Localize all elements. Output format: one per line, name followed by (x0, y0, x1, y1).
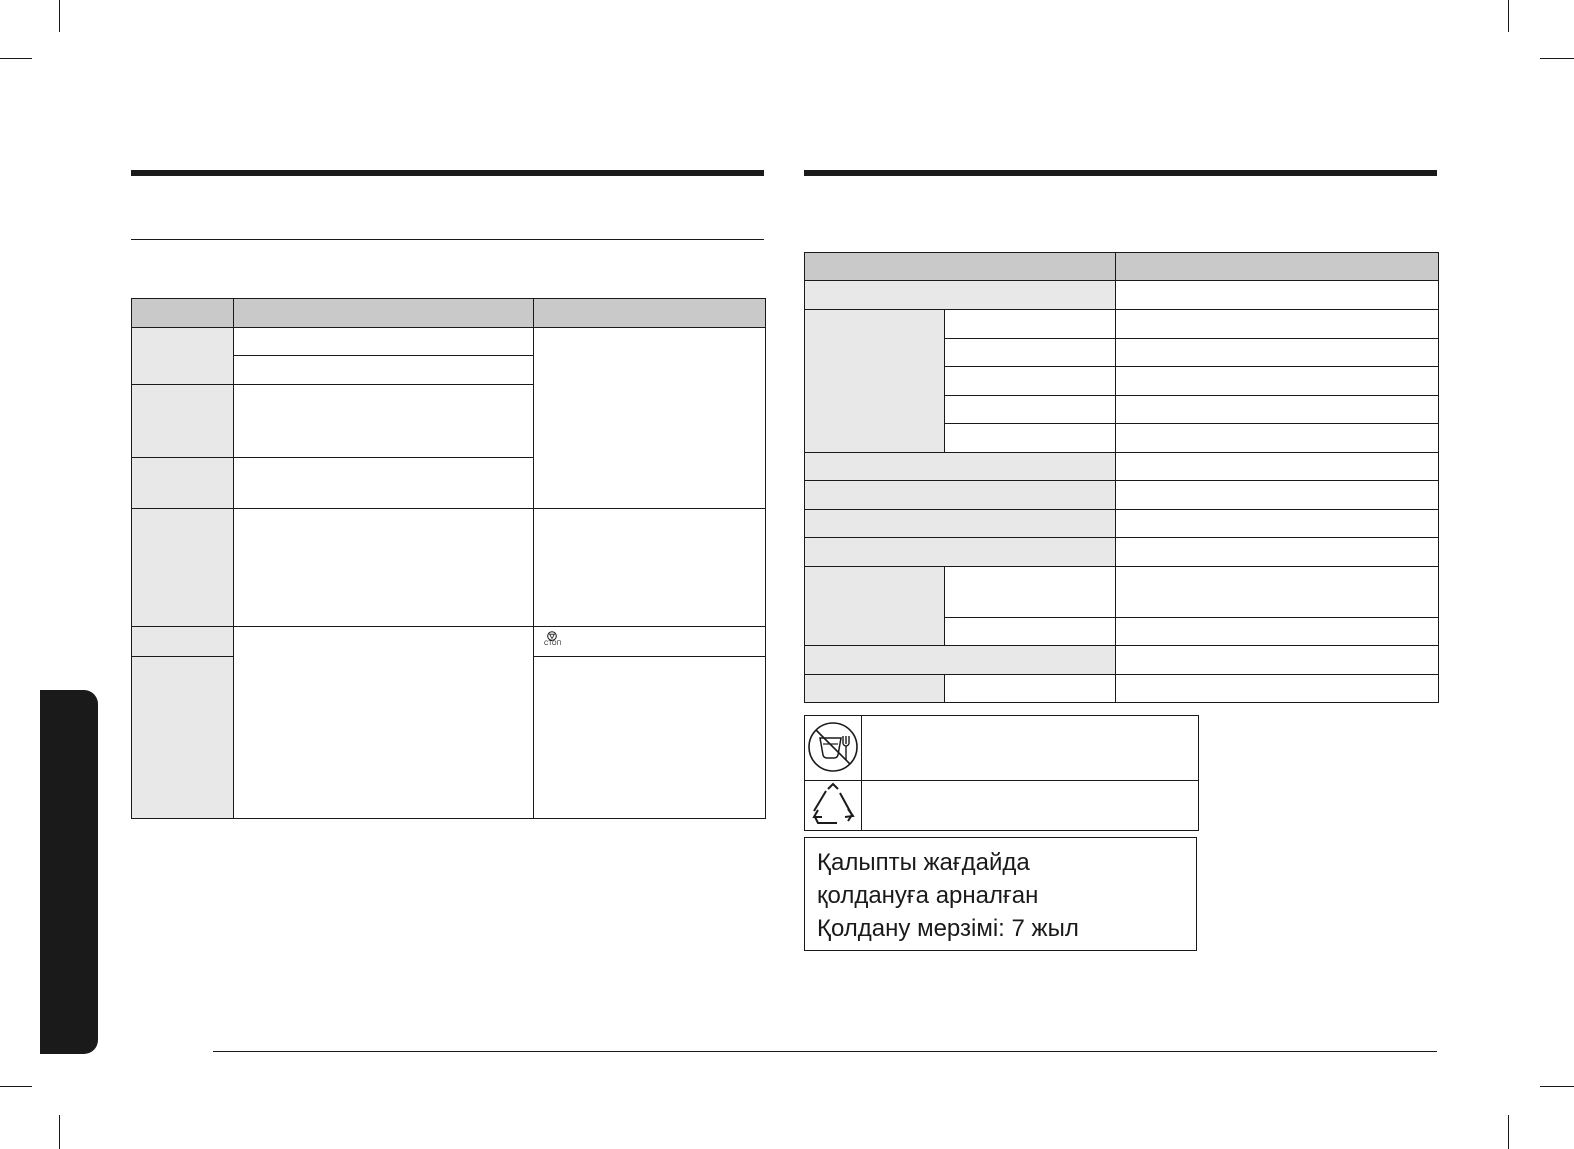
spec-value (1116, 618, 1439, 646)
solution-cell (534, 328, 766, 509)
cause-cell (234, 328, 534, 356)
column-header (132, 299, 234, 328)
spec-value (1116, 567, 1439, 618)
column-header (534, 299, 766, 328)
troubleshooting-table (131, 298, 766, 819)
problem-cell (132, 328, 234, 385)
right-section-rule (804, 170, 1437, 176)
spec-value (1116, 481, 1439, 510)
solution-cell (534, 657, 766, 819)
chapter-side-tab (40, 690, 98, 1054)
spec-label (805, 510, 1116, 538)
problem-cell (132, 657, 234, 819)
left-subsection-rule (131, 239, 764, 240)
crop-mark (0, 1086, 32, 1087)
cause-cell (234, 356, 534, 385)
spec-value (1116, 281, 1439, 310)
cause-cell (234, 509, 534, 627)
footer-rule (213, 1051, 1437, 1052)
problem-cell (132, 385, 234, 458)
service-life-line-1: Қалыпты жағдайда (817, 849, 1030, 876)
spec-sublabel (945, 424, 1116, 453)
spec-value (1116, 424, 1439, 453)
spec-value (1116, 538, 1439, 567)
spec-group-label (805, 310, 945, 453)
specifications-table (804, 252, 1439, 703)
spec-label (805, 481, 1116, 510)
spec-sublabel (945, 675, 1116, 703)
spec-label (805, 538, 1116, 567)
spec-sublabel (945, 339, 1116, 367)
crop-mark (1540, 1086, 1574, 1087)
spec-value (1116, 396, 1439, 424)
service-life-line-3: Қолдану мерзімі: 7 жыл (817, 915, 1079, 942)
spec-sublabel (945, 567, 1116, 618)
spec-value (1116, 453, 1439, 481)
spec-label (805, 281, 1116, 310)
column-header (1116, 253, 1439, 281)
column-header (234, 299, 534, 328)
symbol-description (862, 781, 1199, 831)
recycle-icon (805, 781, 862, 831)
spec-sublabel (945, 367, 1116, 396)
spec-value (1116, 675, 1439, 703)
crop-mark (1508, 0, 1509, 32)
spec-group-label (805, 567, 945, 646)
spec-sublabel (945, 310, 1116, 339)
cause-cell (234, 385, 534, 458)
spec-label (805, 453, 1116, 481)
not-for-food-contact-icon (805, 716, 862, 781)
problem-cell (132, 509, 234, 627)
solution-cell (534, 509, 766, 627)
cause-cell (234, 458, 534, 509)
left-section-rule (131, 170, 764, 176)
spec-value (1116, 339, 1439, 367)
spec-label (805, 646, 1116, 675)
crop-mark (59, 1115, 60, 1149)
spec-sublabel (945, 396, 1116, 424)
crop-mark (59, 0, 60, 32)
crop-mark (1540, 58, 1574, 59)
stop-button-icon (544, 631, 560, 648)
spec-value (1116, 510, 1439, 538)
spec-sublabel (945, 618, 1116, 646)
service-life-line-2: қолдануға арналған (817, 882, 1039, 909)
crop-mark (0, 58, 32, 59)
column-header (805, 253, 1116, 281)
spec-value (1116, 646, 1439, 675)
cause-cell (234, 627, 534, 819)
stop-button-caption: СТОП (544, 641, 562, 647)
service-life-notice (804, 837, 1197, 951)
solution-cell (534, 627, 766, 657)
spec-value (1116, 367, 1439, 396)
spec-value (1116, 310, 1439, 339)
symbols-table (804, 715, 1199, 831)
problem-cell (132, 627, 234, 657)
symbol-description (862, 716, 1199, 781)
spec-label (805, 675, 945, 703)
crop-mark (1508, 1115, 1509, 1149)
problem-cell (132, 458, 234, 509)
